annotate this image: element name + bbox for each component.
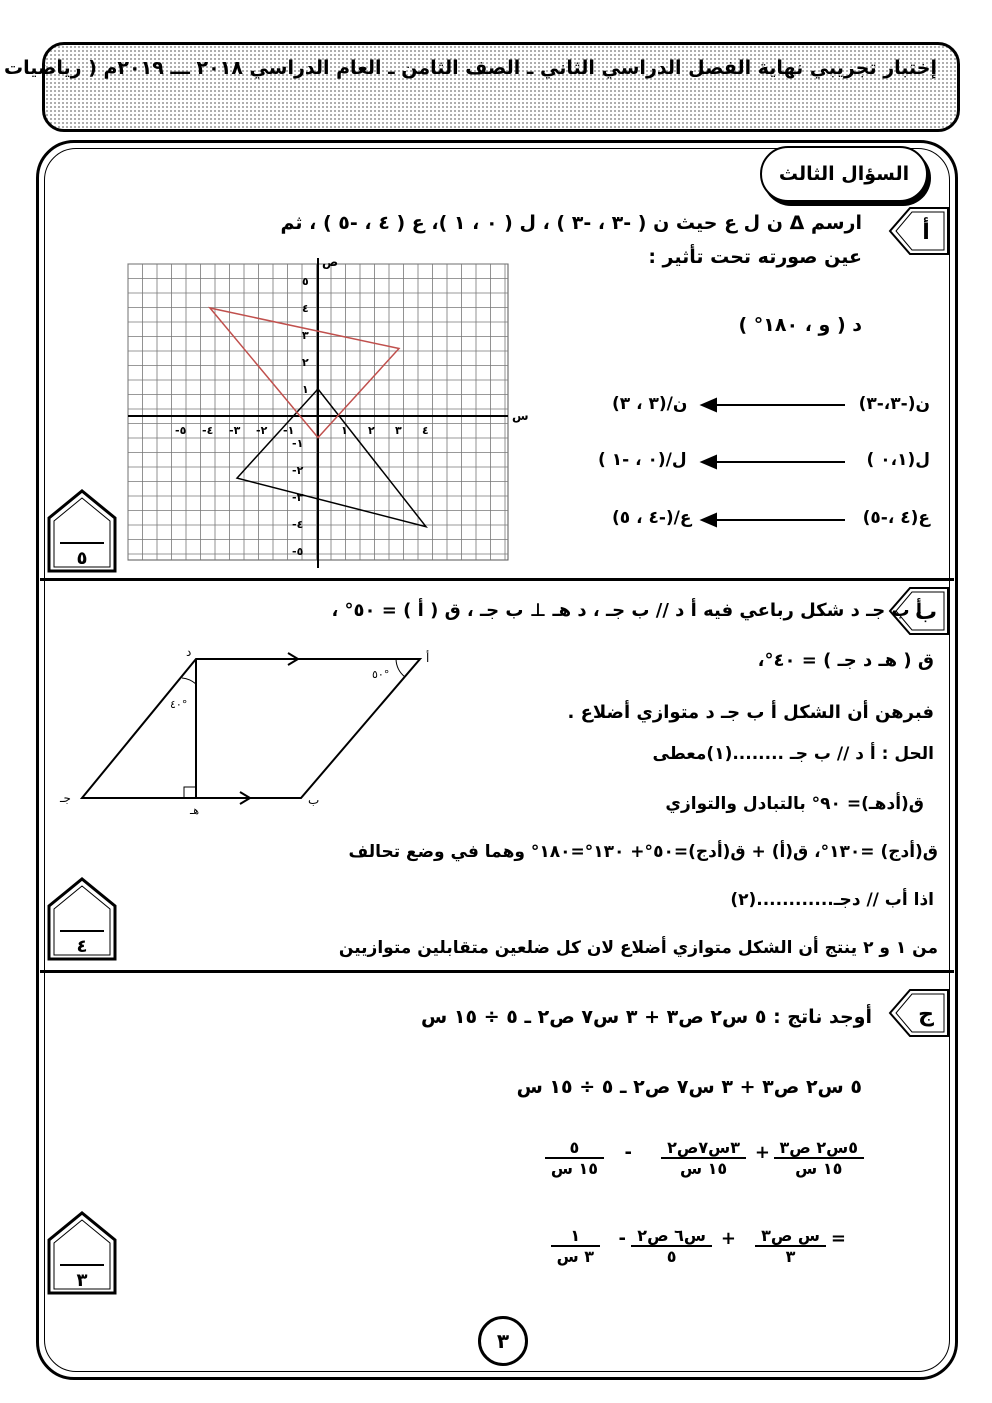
part-b-letter: ب	[914, 600, 938, 625]
x-tick: -٢	[256, 424, 268, 437]
mapping-to: ع/(-٤ ، ٥)	[612, 508, 692, 528]
x-tick: -٥	[175, 424, 187, 437]
fraction: ٥ ١٥ س	[545, 1138, 604, 1178]
question-title: السؤال الثالث	[760, 146, 928, 202]
parallelogram-shape	[82, 659, 420, 798]
section-divider	[40, 578, 954, 581]
triangle-image	[210, 308, 399, 438]
x-tick: ٢	[368, 424, 375, 437]
mapping-from: ن(-٣،-٣)	[858, 394, 930, 414]
mapping-to: ن/(٣ ، ٣)	[612, 394, 688, 414]
y-axis-label: ص	[322, 255, 339, 269]
coordinate-graph	[120, 252, 529, 574]
operator: -	[618, 1228, 626, 1249]
x-tick: ١	[341, 424, 348, 437]
part-a-letter: أ	[922, 220, 930, 245]
part-a-line1: ارسم Δ ن ل ع حيث ن ( -٣ ، -٣ ) ، ل ( ٠ ، ١ )، ع ( ٤ ، -٥ ) ، ثم	[280, 212, 862, 234]
fraction: ١ ٣ س	[551, 1226, 600, 1266]
fraction: س ص٣ ٣	[755, 1226, 826, 1266]
x-tick: -٤	[202, 424, 214, 437]
triangle-original	[237, 389, 426, 527]
x-tick: -١	[283, 424, 295, 437]
mapping-from: ع(٤ ،-٥)	[862, 508, 930, 528]
label-h: هـ	[190, 804, 200, 817]
label-a: أ	[426, 651, 430, 665]
parallelogram-figure	[58, 644, 448, 820]
page-number: ٣	[478, 1316, 528, 1366]
part-b-line7: اذا أب // دجـ............(٢)	[730, 890, 934, 910]
fraction: ٣س٧ص٢ ١٥ س	[661, 1138, 746, 1178]
x-tick: ٤	[422, 424, 429, 437]
label-d: د	[186, 645, 192, 659]
part-b-line4: الحل : أ د // ب جـ ........(١)معطى	[652, 744, 934, 764]
y-tick: -٢	[292, 464, 304, 477]
score-box-a	[46, 488, 118, 574]
score-b: ٤	[76, 936, 88, 957]
y-tick: ٤	[302, 302, 309, 315]
equals-sign: =	[830, 1228, 846, 1249]
exam-title: إختبار تجريبي نهاية الفصل الدراسي الثاني ـ الصف الثامن ـ العام الدراسي ٢٠١٨ ـــ ٢٠١٩م ( رياضيات	[4, 57, 937, 79]
score-a: ٥	[76, 548, 88, 569]
part-b-line2: ق ( هـ د جـ ) = ٤٠°،	[757, 650, 934, 671]
part-b-line8: من ١ و ٢ ينتج أن الشكل متوازي أضلاع لان كل ضلعين متقابلين متوازيين	[338, 938, 938, 958]
y-tick: -٣	[292, 491, 304, 504]
score-box-b	[46, 876, 118, 962]
part-b-line5: ق(أدهـ)= ٩٠° بالتبادل والتوازي	[665, 794, 924, 814]
part-a-line2: عين صورته تحت تأثير :	[648, 246, 862, 268]
label-b: ب	[308, 793, 320, 807]
part-c-tag	[888, 988, 950, 1038]
score-c: ٣	[76, 1270, 88, 1291]
x-tick: ٣	[395, 424, 402, 437]
arrow-icon	[702, 456, 716, 468]
arrow-icon	[702, 399, 716, 411]
section-divider	[40, 970, 954, 973]
angle-a-label: ٥٠°	[372, 668, 390, 681]
part-a-tag	[888, 206, 950, 256]
part-b-line3: فبرهن أن الشكل أ ب جـ د متوازي أضلاع .	[567, 702, 934, 723]
fraction: ٥س٢ ص٣ ١٥ س	[774, 1138, 864, 1178]
y-tick: -٥	[292, 545, 304, 558]
y-tick: -١	[292, 437, 304, 450]
angle-d-label: ٤٠°	[170, 698, 188, 711]
y-tick: ٣	[302, 329, 309, 342]
operator: +	[754, 1142, 770, 1163]
operator: +	[720, 1228, 736, 1249]
fraction: س٦ ص٢ ٥	[631, 1226, 712, 1266]
y-tick: ٥	[302, 275, 309, 288]
part-c-question: أوجد ناتج : ٥ س٢ ص٣ + ٣ س٧ ص٢ ـ ٥ ÷ ١٥ س	[421, 1006, 872, 1028]
part-b-line1: أ ب جـ د شكل رباعي فيه أ د // ب جـ ، د هـ ⊥ ب جـ ، ق ( أ ) = ٥٠° ،	[331, 600, 922, 621]
arrow-icon	[702, 514, 716, 526]
label-c: جـ	[60, 791, 71, 805]
x-axis-label: س	[512, 409, 529, 423]
part-c-letter: ج	[918, 1002, 934, 1027]
mapping-to: ل/(٠ ، -١ )	[598, 450, 687, 470]
exam-header	[4, 42, 960, 132]
y-tick: -٤	[292, 518, 304, 531]
mapping-arrows	[700, 395, 850, 535]
part-b-line6: ق(أدج) =١٣٠°، ق(أ) + ق(أدج)=٥٠°+ ١٣٠°=١٨٠° وهما في وضع تحالف	[348, 842, 938, 862]
x-tick: -٣	[229, 424, 241, 437]
score-box-c	[46, 1210, 118, 1296]
part-a-transform: د ( و ، ١٨٠° )	[738, 314, 862, 336]
part-c-step1: ٥ س٢ ص٣ + ٣ س٧ ص٢ ـ ٥ ÷ ١٥ س	[516, 1076, 862, 1098]
y-tick: ٢	[302, 356, 309, 369]
y-tick: ١	[302, 383, 309, 396]
mapping-from: ل(٠،١ )	[866, 450, 930, 470]
operator: -	[624, 1142, 632, 1163]
